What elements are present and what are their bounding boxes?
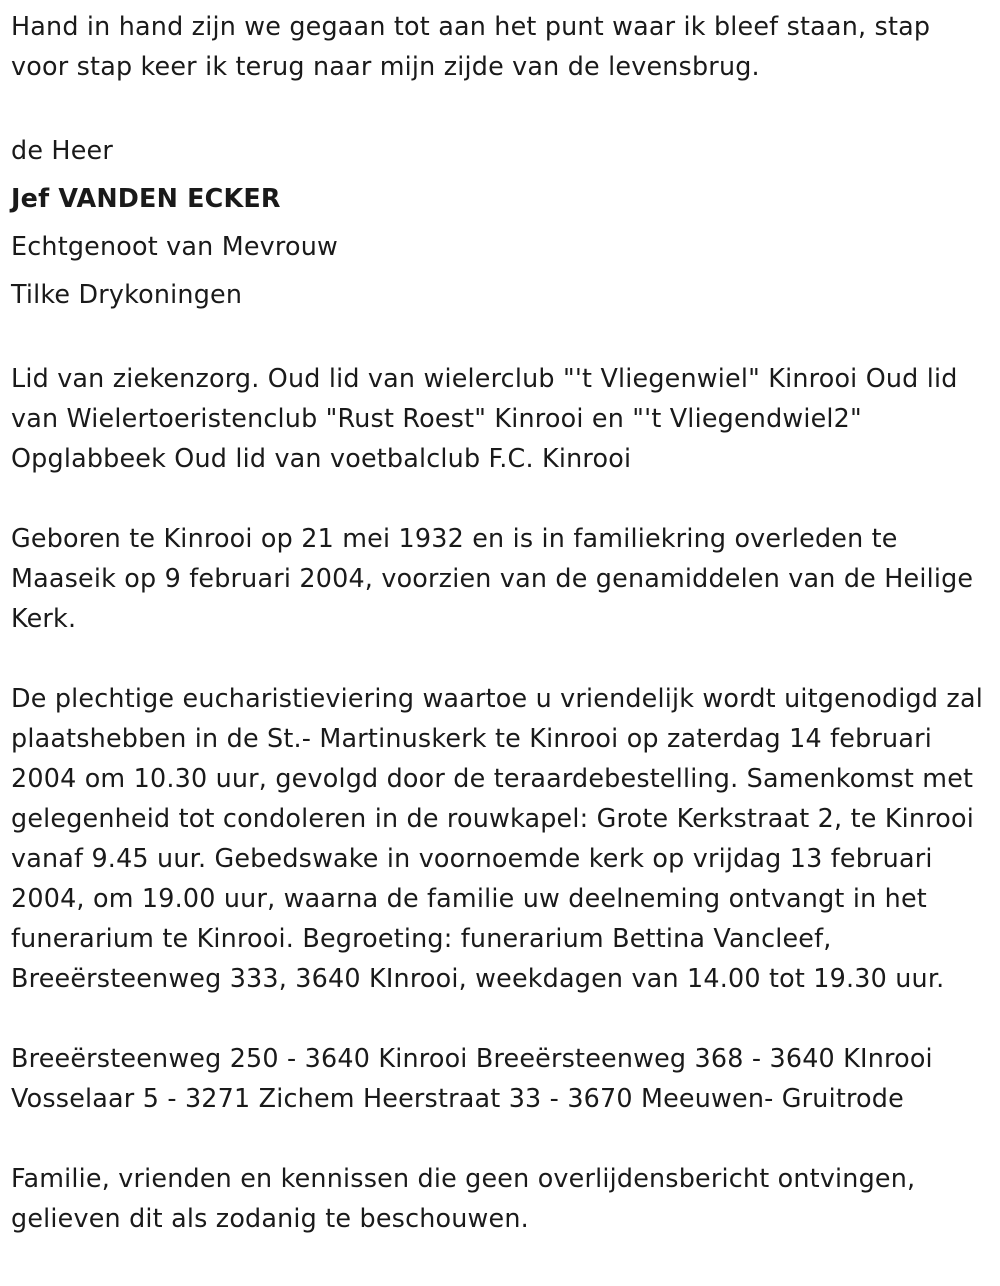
spouse-line-1: Echtgenoot van Mevrouw (11, 231, 338, 261)
spacer (11, 998, 990, 1038)
birth-death-text: Geboren te Kinrooi op 21 mei 1932 en is in familiekring overleden te Maaseik op 9 februari 2004, voorzien van de genamiddelen van de Heilige Kerk. (11, 523, 974, 633)
deceased-name: Jef VANDEN ECKER (11, 183, 281, 213)
spouse-line-2: Tilke Drykoningen (11, 279, 243, 309)
poem-text: Hand in hand zijn we gegaan tot aan het punt waar ik bleef staan, stap voor stap keer ik terug naar mijn zijde van de levensbrug. (11, 11, 931, 81)
spacer (11, 318, 990, 358)
spacer (11, 638, 990, 678)
spacer (11, 478, 990, 518)
memberships-text: Lid van ziekenzorg. Oud lid van wielerclub "'t Vliegenwiel" Kinrooi Oud lid van Wielertoeristenclub "Rust Roest" Kinrooi en "'t Vliegendwiel2" Opglabbeek Oud lid van voetbalclub F.C. Kinrooi (11, 363, 958, 473)
closing-text: Familie, vrienden en kennissen die geen overlijdensbericht ontvingen, gelieven dit als zodanig te beschouwen. (11, 1163, 916, 1233)
title-text: de Heer (11, 135, 113, 165)
ceremony-text: De plechtige eucharistieviering waartoe u vriendelijk wordt uitgenodigd zal plaatshebben in de St.- Martinuskerk te Kinrooi op zaterdag 14 februari 2004 om 10.30 uur, gevolgd door de teraardebestelling. Samenkomst met gelegenheid tot condoleren in de rouwkapel: Grote Kerkstraat 2, te Kinrooi vanaf 9.45 uur. Gebedswake in voornoemde kerk op vrijdag 13 februari 2004, om 19.00 uur, waarna de familie uw deelneming ontvangt in het funerarium te Kinrooi. Begroeting: funerarium Bettina Vancleef, Breeërsteenweg 333, 3640 KInrooi, weekdagen van 14.00 tot 19.30 uur. (11, 683, 983, 993)
spacer (11, 1118, 990, 1158)
spacer (11, 86, 990, 126)
addresses-text: Breeërsteenweg 250 - 3640 Kinrooi Breeërsteenweg 368 - 3640 KInrooi Vosselaar 5 - 3271 Zichem Heerstraat 33 - 3670 Meeuwen- Gruitrode (11, 1043, 933, 1113)
